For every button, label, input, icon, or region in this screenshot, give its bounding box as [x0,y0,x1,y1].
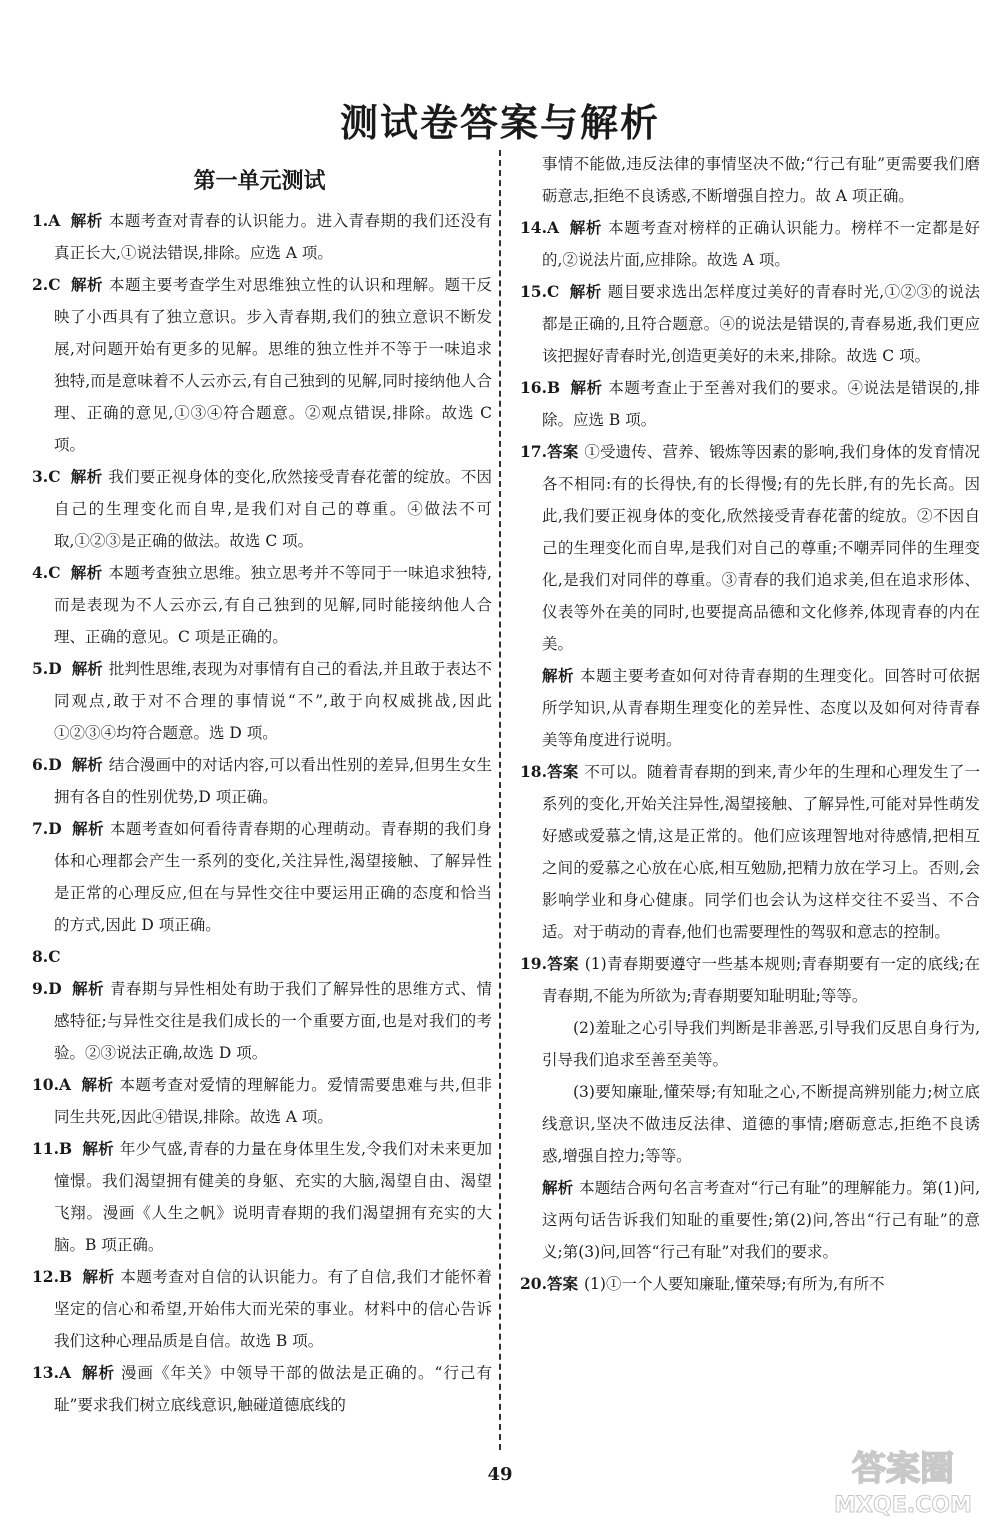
question-number: 6. [32,755,49,774]
question-number: 1. [32,211,49,230]
analysis-tag: 解析 [569,282,602,301]
analysis-text: 本题考查如何看待青春期的心理萌动。青春期的我们身体和心理都会产生一系列的变化,关注异性,渴望接触、了解异性是正常的心理反应,但在与异性交往中要运用正确的态度和恰当的方式,因此 D 项正确。 [54,820,492,934]
analysis-tag: 解析 [71,659,103,678]
answer-item [32,973,492,1069]
answer-letter: B [58,1139,73,1158]
analysis-text: 本题考查对爱情的理解能力。爱情需要患难与共,但非同生共死,因此④错误,排除。故选 A 项。 [54,1076,492,1126]
analysis-tag: 解析 [71,819,104,838]
answer-item [32,1069,492,1133]
analysis-text: 本题考查止于至善对我们的要求。④说法是错误的,排除。应选 B 项。 [542,379,980,429]
analysis-text: 题目要求选出怎样度过美好的青春时光,①②③的说法都是正确的,且符合题意。④的说法是错误的,青春易逝,我们更应该把握好青春时光,创造更美好的未来,排除。故选 C 项。 [542,283,980,365]
answer-letter: D [48,979,62,998]
analysis-text: 本题考查独立思维。独立思考并不等同于一味追求独特,而是表现为不人云亦云,有自己独到的见解,同时能接纳他人合理、正确的意见。C 项是正确的。 [54,564,492,646]
analysis-text: 漫画《年关》中领导干部的做法是正确的。“行己有耻”要求我们树立底线意识,触碰道德底线的 [54,1364,492,1414]
page-title: 测试卷答案与解析 [339,100,660,145]
answer-13-continued: 事情不能做,违反法律的事情坚决不做;“行己有耻”更需要我们磨砺意志,拒绝不良诱惑,不断增强自控力。故 A 项正确。 [542,155,980,205]
answer-19-part-3: (3)要知廉耻,懂荣辱;有知耻之心,不断提高辨别能力;树立底线意识,坚决不做违反法律、道德的事情;磨砺意志,拒绝不良诱惑,增强自控力;等等。 [542,1083,980,1165]
answer-tag: 答案 [546,442,579,461]
section-title: 第一单元测试 [193,168,326,194]
answer-item [32,557,492,653]
answer-tag: 答案 [546,1274,578,1293]
answer-item [32,1261,492,1357]
answer-letter: D [48,755,62,774]
question-number: 8. [32,947,49,966]
answer-letter: A [546,218,559,237]
analysis-tag: 解析 [81,1075,114,1094]
answer-letter: C [48,467,61,486]
analysis-tag: 解析 [81,1363,116,1382]
question-number: 15. [520,282,547,301]
answer-list-left [32,205,492,1421]
question-number: 5. [32,659,49,678]
question-number: 12. [32,1267,59,1286]
analysis-text: 批判性思维,表现为对事情有自己的看法,并且敢于表达不同观点,敢于对不合理的事情说“不”,敢于向权威挑战,因此①②③④均符合题意。选 D 项。 [54,660,492,742]
analysis-text: 结合漫画中的对话内容,可以看出性别的差异,但男生女生拥有各自的性别优势,D 项正确。 [54,756,492,806]
analysis-text: 年少气盛,青春的力量在身体里生发,令我们对未来更加憧憬。我们渴望拥有健美的身躯、充实的大脑,渴望自由、渴望飞翔。漫画《人生之帆》说明青春期的我们渴望拥有充实的大脑。B 项正确。 [54,1140,492,1254]
answer-item [32,1133,492,1261]
page-number: 49 [487,1464,513,1485]
watermark-text: 答案圈 [852,1449,954,1489]
analysis-tag: 解析 [71,979,104,998]
analysis-tag: 解析 [70,563,103,582]
analysis-text: 本题主要考查学生对思维独立性的认识和理解。题干反映了小西具有了独立意识。步入青春期,我们的独立意识不断发展,对问题开始有更多的见解。思维的独立性并不等于一味追求独特,而是意味着不人云亦云,有自己独到的见解,同时接纳他人合理、正确的意见,①③④符合题意。②观点错误,排除。故选 C 项。 [54,276,492,454]
question-number: 16. [520,378,547,397]
answer-18: 18.答案 不可以。随着青春期的到来,青少年的生理和心理发生了一系列的变化,开始关注异性,渴望接触、了解异性,可能对异性萌发好感或爱慕之情,这是正常的。他们应该理智地对待感情,把相互之间的爱慕之心放在心底,相互勉励,把精力放在学习上。否则,会影响学业和身心健康。同学们也会认为这样交往不妥当、不合适。对于萌动的青春,他们也需要理性的驾驭和意志的控制。 [520,762,980,941]
answer-letter: A [48,211,61,230]
answer-item [32,653,492,749]
analysis-tag: 解析 [569,218,603,237]
left-column [32,205,492,1421]
watermark-logo [818,1440,988,1520]
answer-letter: D [48,659,62,678]
analysis-text: 本题考查对自信的认识能力。有了自信,我们才能怀着坚定的信心和希望,开始伟大而光荣的事业。材料中的信心告诉我们这种心理品质是自信。故选 B 项。 [54,1268,492,1350]
answer-tag: 答案 [546,954,579,973]
answer-19-part-2: (2)羞耻之心引导我们判断是非善恶,引导我们反思自身行为,引导我们追求至善至美等。 [542,1019,980,1069]
answer-tag: 答案 [546,762,579,781]
analysis-19: 解析 本题结合两句名言考查对“行己有耻”的理解能力。第(1)问,这两句话告诉我们知耻的重要性;第(2)问,答出“行己有耻”的意义;第(3)问,回答“行己有耻”对我们的要求。 [542,1178,980,1261]
analysis-tag: 解析 [82,1267,115,1286]
answer-item [32,205,492,269]
answer-letter: A [58,1075,71,1094]
answer-list-right [520,212,980,436]
answer-item [32,941,492,973]
question-number: 2. [32,275,49,294]
question-number: 3. [32,467,49,486]
question-number: 14. [520,218,547,237]
analysis-text: 青春期与异性相处有助于我们了解异性的思维方式、情感特征;与异性交往是我们成长的一个重要方面,也是对我们的考验。②③说法正确,故选 D 项。 [54,980,492,1062]
answer-letter: C [48,563,61,582]
analysis-tag: 解析 [70,275,103,294]
analysis-tag: 解析 [82,1139,114,1158]
question-number: 7. [32,819,49,838]
analysis-tag: 解析 [542,1178,574,1197]
answer-letter: B [546,378,561,397]
question-number: 10. [32,1075,59,1094]
answer-letter: B [58,1267,73,1286]
answer-item [32,1357,492,1421]
question-number: 11. [32,1139,59,1158]
answer-letter: D [48,819,62,838]
answer-item [32,749,492,813]
answer-letter: C [48,947,61,966]
column-divider [499,150,501,1450]
analysis-text: 本题考查对青春的认识能力。进入青春期的我们还没有真正长大,①说法错误,排除。应选 A 项。 [54,212,492,262]
question-number: 13. [32,1363,59,1382]
answer-item [520,372,980,436]
analysis-tag: 解析 [570,378,603,397]
right-column [520,148,980,1300]
analysis-tag: 解析 [70,467,103,486]
question-number: 9. [32,979,49,998]
analysis-text: 我们要正视身体的变化,欣然接受青春花蕾的绽放。不因自己的生理变化而自卑,是我们对自己的尊重。④做法不可取,①②③是正确的做法。故选 C 项。 [54,468,492,550]
watermark-url: MXQE.COM [834,1493,972,1518]
answer-20: 20.答案 (1)①一个人要知廉耻,懂荣辱;有所为,有所不 [520,1274,885,1293]
answer-letter: C [48,275,61,294]
analysis-17: 解析 本题主要考查如何对待青春期的生理变化。回答时可依据所学知识,从青春期生理变化的差异性、态度以及如何对待青春美等角度进行说明。 [542,666,980,749]
analysis-tag: 解析 [70,211,103,230]
analysis-text: 本题考查对榜样的正确认识能力。榜样不一定都是好的,②说法片面,应排除。故选 A 项。 [542,219,980,269]
answer-letter: C [546,282,560,301]
answer-item [32,461,492,557]
question-number: 4. [32,563,49,582]
analysis-tag: 解析 [71,755,103,774]
answer-19: 19.答案 (1)青春期要遵守一些基本规则;青春期要有一定的底线;在青春期,不能为所欲为;青春期要知耻明耻;等等。 [520,954,980,1005]
answer-letter: A [58,1363,71,1382]
answer-item [32,269,492,461]
answer-17: 17.答案 ①受遗传、营养、锻炼等因素的影响,我们身体的发育情况各不相同:有的长得快,有的长得慢;有的先长胖,有的先长高。因此,我们要正视身体的变化,欣然接受青春花蕾的绽放。②不因自己的生理变化而自卑,是我们对自己的尊重;不嘲弄同伴的生理变化,是我们对同伴的尊重。③青春的我们追求美,但在追求形体、仪表等外在美的同时,也要提高品德和文化修养,体现青春的内在美。 [520,442,980,653]
analysis-tag: 解析 [542,666,575,685]
answer-item [520,212,980,276]
answer-item [520,276,980,372]
answer-item [32,813,492,941]
